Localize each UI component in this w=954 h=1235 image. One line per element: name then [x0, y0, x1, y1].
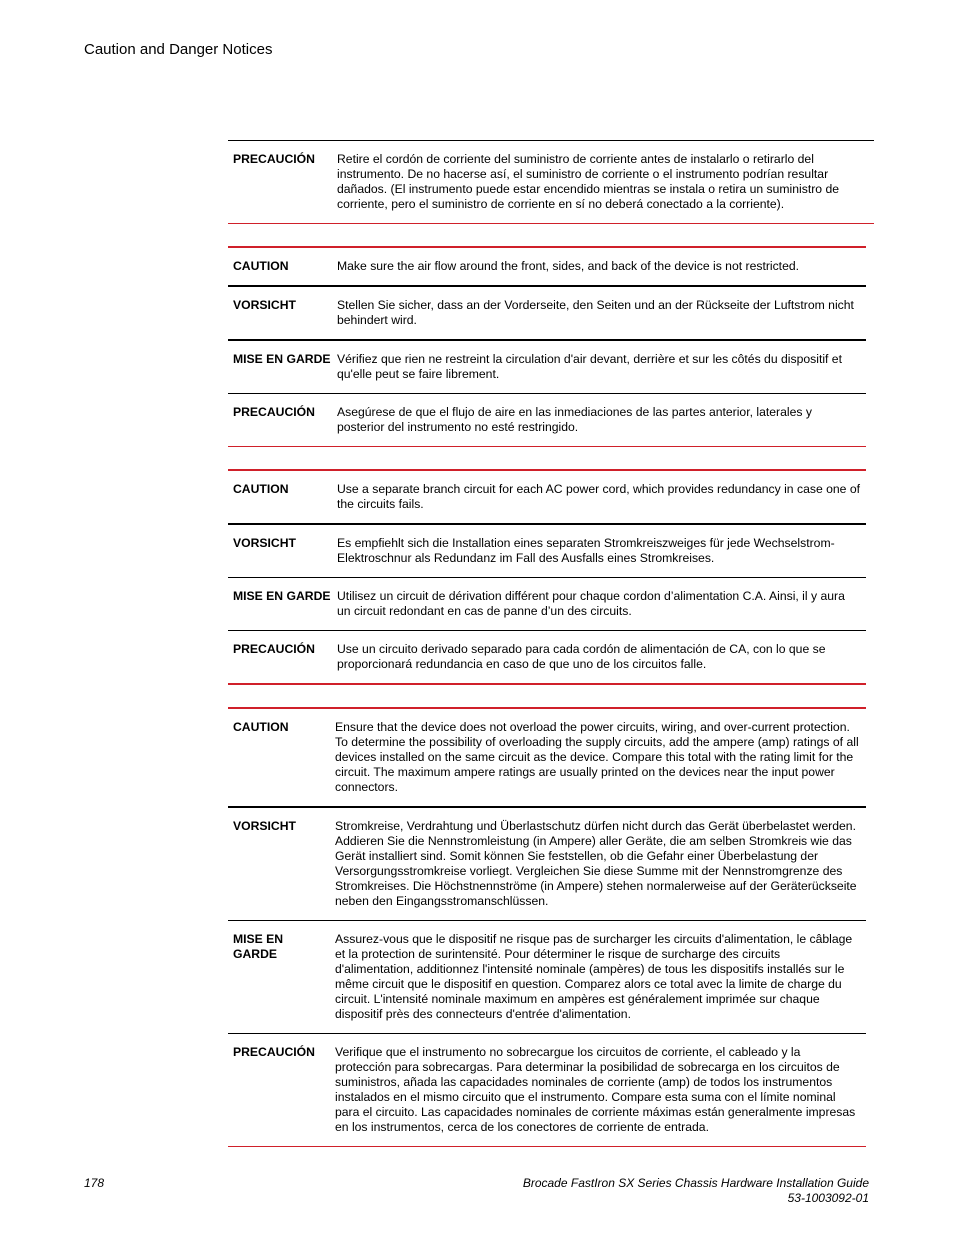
notice-label: MISE EN GARDE [233, 352, 331, 366]
notice-group-circuit-overload [228, 707, 866, 1147]
notice-text: Utilisez un circuit de dérivation différent pour chaque cordon d’alimentation C.A. Ainsi, il y aura un circuit redondant en cas de panne d’un des circuits. [337, 589, 845, 618]
notice-text: Stromkreise, Verdrahtung und Überlastschutz dürfen nicht durch das Gerät überbelastet werden. Addieren Sie die Nennstromleistung (in Ampere) aller Geräte, die am selben Stromkreis wie das Gerät installiert sind. Somit können Sie feststellen, ob die Gefahr einer Überbelastung der Versorgungsstromkreise vorliegt. Vergleichen Sie diese Summe mit der Nennstromgrenze des Stromkreises. Die Höchstnennströme (in Ampere) stehen normalerweise auf der Geräterückseite neben den Eingangsstromanschlüssen. [335, 819, 857, 908]
page-number: 178 [84, 1176, 105, 1190]
notice-row [228, 808, 866, 921]
footer-document-info [523, 1176, 869, 1206]
notice-row [228, 525, 866, 578]
notice-text: Es empfiehlt sich die Installation eines separaten Stromkreiszweiges für jede Wechselstrom-Elektroschnur als Redundanz im Fall des Ausfalls eines Stromkreises. [337, 536, 835, 565]
notice-label: VORSICHT [233, 536, 296, 550]
notice-label: PRECAUCIÓN [233, 405, 315, 419]
notice-row [228, 1034, 866, 1147]
notice-row [228, 578, 866, 631]
notice-label: MISE EN GARDE [233, 932, 284, 961]
notice-row [228, 471, 866, 525]
footer-doc-title: Brocade FastIron SX Series Chassis Hardware Installation Guide [522, 1176, 869, 1190]
notice-text: Retire el cordón de corriente del suministro de corriente antes de instalarlo o retirarlo del instrumento. De no hacerse así, el suministro de corriente o el instrumento podrían resultar dañados. (El instrumento puede estar encendido mientras se instala o retira un suministro de corriente, pero el suministro de corriente en sí no deberá conectado a la corriente). [337, 152, 839, 211]
notice-text: Make sure the air flow around the front, sides, and back of the device is not restricted. [337, 259, 800, 273]
notice-row [228, 709, 866, 808]
notice-text: Asegúrese de que el flujo de aire en las inmediaciones de las partes anterior, laterales y posterior del instrumento no esté restringido. [337, 405, 812, 434]
running-header: Caution and Danger Notices [84, 41, 273, 58]
notice-label: VORSICHT [233, 298, 296, 312]
notice-text: Vérifiez que rien ne restreint la circulation d'air devant, derrière et sur les côtés du dispositif et qu'elle peut se faire librement. [337, 352, 842, 381]
notice-text: Verifique que el instrumento no sobrecargue los circuitos de corriente, el cableado y la protección para sobrecargas. Para determinar la posibilidad de sobrecarga en los circuitos de suministros, añada las capacidades nominales de corriente (amp) de todos los instrumentos instalados en el mismo circuito que el instrumento. Compare esta suma con el límite nominal para el circuito. Las capacidades nominales de corriente máximas están generalmente impresas en los instrumentos, cerca de los conectores de corriente de entrada. [335, 1045, 856, 1134]
notice-label: VORSICHT [233, 819, 296, 833]
notice-row [228, 341, 866, 394]
notice-groups [228, 140, 874, 1169]
notice-label: PRECAUCIÓN [233, 152, 315, 166]
notice-row [228, 141, 874, 224]
notice-label: CAUTION [233, 482, 289, 496]
notice-label: PRECAUCIÓN [233, 642, 315, 656]
footer-doc-number: 53-1003092-01 [787, 1191, 869, 1205]
notice-row [228, 287, 866, 341]
notice-row [228, 394, 866, 447]
notice-text: Ensure that the device does not overload the power circuits, wiring, and over-current protection. To determine the possibility of overloading the supply circuits, add the ampere (amp) ratings of all devices installed on the same circuit as the device. Compare this total with the rating limit for the circuit. The maximum ampere ratings are usually printed on the devices near the input power connectors. [335, 720, 859, 794]
notice-row [228, 921, 866, 1034]
notice-text: Stellen Sie sicher, dass an der Vorderseite, den Seiten und an der Rückseite der Luftstrom nicht behindert wird. [337, 298, 854, 327]
notice-group-air-flow [228, 246, 866, 447]
notice-text: Use un circuito derivado separado para cada cordón de alimentación de CA, con lo que se proporcionará redundancia en caso de que uno de los circuitos falle. [337, 642, 826, 671]
notice-label: CAUTION [233, 720, 289, 734]
notice-group-branch-circuit [228, 469, 866, 685]
notice-row [228, 631, 866, 685]
notice-label: CAUTION [233, 259, 289, 273]
notice-row [228, 248, 866, 287]
notice-group-power-supply-cord [228, 140, 874, 224]
notice-text: Assurez-vous que le dispositif ne risque pas de surcharger les circuits d'alimentation, le câblage et la protection de surintensité. Pour déterminer le risque de surcharge des circuits d'alimentation, additionnez l'intensité nominale (ampères) de tous les dispositifs installés sur le même circuit que le dispositif en question. Comparez alors ce total avec la limite de charge du circuit. L'intensité nominale maximum en ampères est généralement imprimée sur chaque dispositif près des connecteurs d'entrée d'alimentation. [335, 932, 853, 1021]
notice-label: PRECAUCIÓN [233, 1045, 315, 1059]
notice-text: Use a separate branch circuit for each AC power cord, which provides redundancy in case one of the circuits fails. [337, 482, 860, 511]
notice-label: MISE EN GARDE [233, 589, 331, 603]
